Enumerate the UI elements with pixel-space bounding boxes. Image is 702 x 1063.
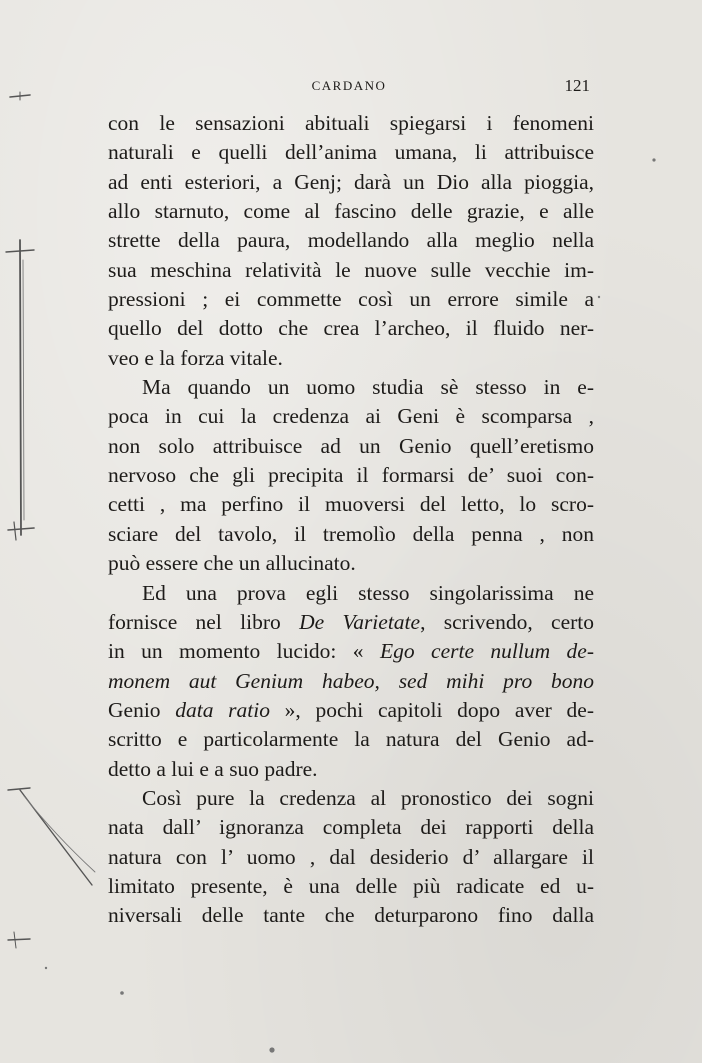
body-text [108, 109, 594, 931]
text-line: ad enti esteriori, a Genj; darà un Dio alla pioggia, [108, 169, 594, 194]
text-line: Ed una prova egli stesso singolarissima ne [142, 580, 594, 605]
text-line [108, 608, 594, 637]
text-line: limitato presente, è una delle più radicate ed u- [108, 873, 594, 898]
text-line [108, 667, 594, 696]
text-line: nata dall’ ignoranza completa dei rapporti della [108, 815, 594, 840]
text-line: sua meschina relatività le nuove sulle vecchie im- [108, 257, 594, 282]
text-line: pressioni ; ei commette così un errore simile a [108, 287, 594, 312]
text-line: detto a lui e a suo padre. [108, 756, 318, 781]
paragraph [108, 579, 594, 784]
running-title: CARDANO [311, 78, 387, 93]
text-line: non solo attribuisce ad un Genio quell’eretismo [108, 433, 594, 458]
text-line: natura con l’ uomo , dal desiderio d’ allargare il [108, 844, 594, 869]
latin-quote-italic: monem aut Genium habeo, sed mihi pro bono [108, 668, 594, 693]
text-line: scritto e particolarmente la natura del Genio ad- [108, 727, 594, 752]
text-run: fornisce nel libro [108, 609, 300, 634]
text-line: con le sensazioni abituali spiegarsi i fenomeni [108, 111, 594, 135]
text-run: , scrivendo, certo [420, 609, 595, 634]
text-run: », pochi capitoli dopo aver de- [269, 697, 594, 722]
text-line: allo starnuto, come al fascino delle grazie, e alle [108, 199, 594, 224]
text-line: quello del dotto che crea l’archeo, il fluido ner- [108, 316, 594, 341]
text-line: sciare del tavolo, il tremolìo della penna , non [108, 521, 594, 546]
paragraph [108, 109, 594, 373]
text-run: Genio [108, 697, 176, 722]
text-line: Così pure la credenza al pronostico dei sogni [142, 785, 594, 810]
text-line: strette della paura, modellando alla meglio nella [108, 228, 594, 253]
text-line: veo e la forza vitale. [108, 345, 283, 370]
page-number: 121 [564, 76, 590, 95]
book-title-italic: De Varietate [299, 609, 421, 634]
text-line: poca in cui la credenza ai Geni è scomparsa , [108, 404, 594, 429]
latin-quote-italic: data ratio [175, 697, 270, 722]
paragraph [108, 784, 594, 931]
page-header [108, 76, 590, 98]
text-line [108, 696, 594, 725]
text-line: niversali delle tante che deturparono fino dalla [108, 903, 594, 928]
text-line: naturali e quelli dell’anima umana, li attribuisce [108, 140, 594, 165]
text-line [108, 637, 594, 666]
text-line: cetti , ma perfino il muoversi del letto, lo scro- [108, 492, 594, 517]
text-line: nervoso che gli precipita il formarsi de’ suoi con- [108, 463, 594, 488]
text-line: può essere che un allucinato. [108, 551, 356, 576]
paragraph [108, 373, 594, 578]
latin-quote-italic: Ego certe nullum de- [379, 639, 595, 664]
text-run: in un momento lucido: « [108, 639, 380, 664]
text-line: Ma quando un uomo studia sè stesso in e- [142, 375, 594, 400]
